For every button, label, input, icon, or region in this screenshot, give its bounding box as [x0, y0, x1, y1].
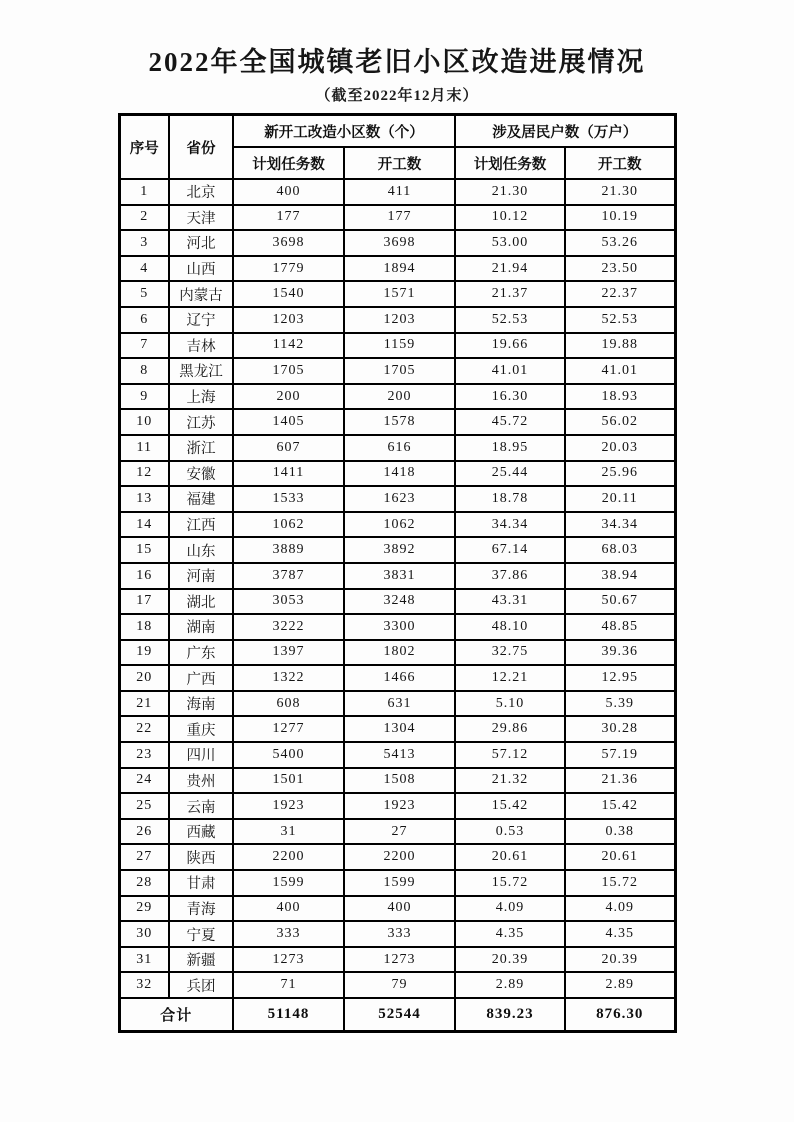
planned-households-cell: 5.10: [455, 691, 565, 717]
started-communities-cell: 1203: [344, 307, 455, 333]
row-index-cell: 3: [119, 230, 169, 256]
planned-communities-cell: 177: [233, 205, 344, 231]
table-row: [119, 768, 675, 794]
total-label: 合计: [119, 998, 233, 1032]
planned-households-cell: 16.30: [455, 384, 565, 410]
planned-communities-cell: 1705: [233, 358, 344, 384]
started-households-cell: 53.26: [565, 230, 675, 256]
started-households-cell: 20.03: [565, 435, 675, 461]
planned-households-cell: 4.35: [455, 921, 565, 947]
province-cell: 湖南: [169, 614, 233, 640]
started-communities-cell: 3892: [344, 537, 455, 563]
province-cell: 青海: [169, 896, 233, 922]
table-row: [119, 972, 675, 998]
row-index-cell: 24: [119, 768, 169, 794]
row-index-cell: 15: [119, 537, 169, 563]
planned-communities-cell: 3889: [233, 537, 344, 563]
province-cell: 江苏: [169, 409, 233, 435]
total-started-communities: 52544: [344, 998, 455, 1032]
started-households-cell: 41.01: [565, 358, 675, 384]
planned-communities-cell: 1397: [233, 640, 344, 666]
table-row: [119, 716, 675, 742]
header-group-households: 涉及居民户数（万户）: [455, 115, 675, 148]
started-communities-cell: 27: [344, 819, 455, 845]
planned-communities-cell: 607: [233, 435, 344, 461]
province-cell: 北京: [169, 179, 233, 205]
started-households-cell: 34.34: [565, 512, 675, 538]
province-cell: 甘肃: [169, 870, 233, 896]
table-row: [119, 640, 675, 666]
planned-communities-cell: 1411: [233, 461, 344, 487]
province-cell: 内蒙古: [169, 281, 233, 307]
started-households-cell: 22.37: [565, 281, 675, 307]
started-communities-cell: 1304: [344, 716, 455, 742]
planned-households-cell: 48.10: [455, 614, 565, 640]
table-row: [119, 691, 675, 717]
row-index-cell: 2: [119, 205, 169, 231]
planned-communities-cell: 2200: [233, 844, 344, 870]
table-row: [119, 461, 675, 487]
planned-communities-cell: 1533: [233, 486, 344, 512]
table-row: [119, 205, 675, 231]
started-communities-cell: 1599: [344, 870, 455, 896]
planned-households-cell: 32.75: [455, 640, 565, 666]
started-communities-cell: 631: [344, 691, 455, 717]
row-index-cell: 16: [119, 563, 169, 589]
planned-households-cell: 0.53: [455, 819, 565, 845]
province-cell: 四川: [169, 742, 233, 768]
page-subtitle: （截至2022年12月末）: [315, 88, 479, 104]
province-cell: 云南: [169, 793, 233, 819]
table-row: [119, 819, 675, 845]
planned-communities-cell: 1405: [233, 409, 344, 435]
started-communities-cell: 1466: [344, 665, 455, 691]
total-planned-households: 839.23: [455, 998, 565, 1032]
started-communities-cell: 1159: [344, 333, 455, 359]
table-row: [119, 384, 675, 410]
started-communities-cell: 177: [344, 205, 455, 231]
table-row: [119, 230, 675, 256]
header-planned-communities: 计划任务数: [233, 147, 344, 179]
planned-households-cell: 67.14: [455, 537, 565, 563]
started-households-cell: 19.88: [565, 333, 675, 359]
started-communities-cell: 1062: [344, 512, 455, 538]
started-communities-cell: 1578: [344, 409, 455, 435]
started-communities-cell: 1894: [344, 256, 455, 282]
row-index-cell: 13: [119, 486, 169, 512]
started-households-cell: 56.02: [565, 409, 675, 435]
row-index-cell: 18: [119, 614, 169, 640]
started-communities-cell: 1418: [344, 461, 455, 487]
planned-communities-cell: 1923: [233, 793, 344, 819]
started-communities-cell: 200: [344, 384, 455, 410]
started-communities-cell: 3831: [344, 563, 455, 589]
planned-communities-cell: 31: [233, 819, 344, 845]
table-row: [119, 870, 675, 896]
started-households-cell: 18.93: [565, 384, 675, 410]
planned-households-cell: 20.39: [455, 947, 565, 973]
started-communities-cell: 79: [344, 972, 455, 998]
started-households-cell: 2.89: [565, 972, 675, 998]
total-started-households: 876.30: [565, 998, 675, 1032]
province-cell: 黑龙江: [169, 358, 233, 384]
province-cell: 江西: [169, 512, 233, 538]
table-row: [119, 512, 675, 538]
started-households-cell: 0.38: [565, 819, 675, 845]
province-cell: 西藏: [169, 819, 233, 845]
started-communities-cell: 1571: [344, 281, 455, 307]
table-row: [119, 947, 675, 973]
started-households-cell: 20.11: [565, 486, 675, 512]
header-started-communities: 开工数: [344, 147, 455, 179]
started-households-cell: 57.19: [565, 742, 675, 768]
province-cell: 湖北: [169, 589, 233, 615]
started-households-cell: 5.39: [565, 691, 675, 717]
started-communities-cell: 333: [344, 921, 455, 947]
started-communities-cell: 2200: [344, 844, 455, 870]
planned-communities-cell: 3053: [233, 589, 344, 615]
started-communities-cell: 3698: [344, 230, 455, 256]
row-index-cell: 32: [119, 972, 169, 998]
started-households-cell: 30.28: [565, 716, 675, 742]
province-cell: 上海: [169, 384, 233, 410]
header-started-households: 开工数: [565, 147, 675, 179]
table-row: [119, 844, 675, 870]
province-cell: 海南: [169, 691, 233, 717]
started-communities-cell: 3300: [344, 614, 455, 640]
table-row: [119, 921, 675, 947]
table-row: [119, 614, 675, 640]
planned-communities-cell: 71: [233, 972, 344, 998]
started-households-cell: 10.19: [565, 205, 675, 231]
started-communities-cell: 1508: [344, 768, 455, 794]
planned-communities-cell: 3698: [233, 230, 344, 256]
header-row-groups: [119, 115, 675, 148]
started-households-cell: 21.30: [565, 179, 675, 205]
planned-communities-cell: 1779: [233, 256, 344, 282]
planned-communities-cell: 400: [233, 896, 344, 922]
table-row: [119, 486, 675, 512]
planned-communities-cell: 3787: [233, 563, 344, 589]
planned-households-cell: 15.42: [455, 793, 565, 819]
row-index-cell: 6: [119, 307, 169, 333]
province-cell: 浙江: [169, 435, 233, 461]
province-cell: 宁夏: [169, 921, 233, 947]
planned-households-cell: 37.86: [455, 563, 565, 589]
renovation-progress-table: [118, 113, 677, 1033]
row-index-cell: 7: [119, 333, 169, 359]
started-communities-cell: 411: [344, 179, 455, 205]
province-cell: 重庆: [169, 716, 233, 742]
table-row: [119, 435, 675, 461]
planned-communities-cell: 608: [233, 691, 344, 717]
row-index-cell: 17: [119, 589, 169, 615]
started-communities-cell: 1923: [344, 793, 455, 819]
table-row: [119, 537, 675, 563]
province-cell: 河南: [169, 563, 233, 589]
planned-households-cell: 18.95: [455, 435, 565, 461]
planned-households-cell: 21.94: [455, 256, 565, 282]
header-province: 省份: [169, 115, 233, 180]
row-index-cell: 21: [119, 691, 169, 717]
header-planned-households: 计划任务数: [455, 147, 565, 179]
started-communities-cell: 616: [344, 435, 455, 461]
province-cell: 山西: [169, 256, 233, 282]
started-households-cell: 38.94: [565, 563, 675, 589]
row-index-cell: 5: [119, 281, 169, 307]
province-cell: 吉林: [169, 333, 233, 359]
planned-households-cell: 53.00: [455, 230, 565, 256]
province-cell: 辽宁: [169, 307, 233, 333]
row-index-cell: 22: [119, 716, 169, 742]
table-header: [119, 115, 675, 180]
row-index-cell: 25: [119, 793, 169, 819]
planned-households-cell: 41.01: [455, 358, 565, 384]
table-row: [119, 563, 675, 589]
started-communities-cell: 400: [344, 896, 455, 922]
province-cell: 兵团: [169, 972, 233, 998]
planned-households-cell: 10.12: [455, 205, 565, 231]
planned-communities-cell: 5400: [233, 742, 344, 768]
total-planned-communities: 51148: [233, 998, 344, 1032]
planned-households-cell: 45.72: [455, 409, 565, 435]
table-row: [119, 589, 675, 615]
started-communities-cell: 1623: [344, 486, 455, 512]
started-households-cell: 20.61: [565, 844, 675, 870]
started-households-cell: 20.39: [565, 947, 675, 973]
row-index-cell: 4: [119, 256, 169, 282]
province-cell: 陕西: [169, 844, 233, 870]
planned-households-cell: 21.32: [455, 768, 565, 794]
planned-communities-cell: 1501: [233, 768, 344, 794]
province-cell: 广西: [169, 665, 233, 691]
row-index-cell: 8: [119, 358, 169, 384]
planned-communities-cell: 1540: [233, 281, 344, 307]
row-index-cell: 20: [119, 665, 169, 691]
table-row: [119, 409, 675, 435]
row-index-cell: 23: [119, 742, 169, 768]
row-index-cell: 10: [119, 409, 169, 435]
table-row: [119, 179, 675, 205]
started-households-cell: 23.50: [565, 256, 675, 282]
table-row: [119, 333, 675, 359]
started-households-cell: 15.42: [565, 793, 675, 819]
started-households-cell: 52.53: [565, 307, 675, 333]
table-body: [119, 179, 675, 998]
row-index-cell: 30: [119, 921, 169, 947]
province-cell: 福建: [169, 486, 233, 512]
started-households-cell: 68.03: [565, 537, 675, 563]
table-row: [119, 742, 675, 768]
row-index-cell: 27: [119, 844, 169, 870]
planned-communities-cell: 1273: [233, 947, 344, 973]
table-row: [119, 256, 675, 282]
province-cell: 广东: [169, 640, 233, 666]
planned-households-cell: 2.89: [455, 972, 565, 998]
table-row: [119, 793, 675, 819]
total-row: [119, 998, 675, 1032]
row-index-cell: 31: [119, 947, 169, 973]
row-index-cell: 9: [119, 384, 169, 410]
province-cell: 新疆: [169, 947, 233, 973]
started-households-cell: 48.85: [565, 614, 675, 640]
planned-communities-cell: 1062: [233, 512, 344, 538]
planned-households-cell: 21.30: [455, 179, 565, 205]
planned-communities-cell: 1203: [233, 307, 344, 333]
planned-communities-cell: 1277: [233, 716, 344, 742]
started-households-cell: 15.72: [565, 870, 675, 896]
row-index-cell: 28: [119, 870, 169, 896]
planned-households-cell: 18.78: [455, 486, 565, 512]
planned-communities-cell: 200: [233, 384, 344, 410]
province-cell: 山东: [169, 537, 233, 563]
planned-communities-cell: 1599: [233, 870, 344, 896]
planned-communities-cell: 333: [233, 921, 344, 947]
planned-households-cell: 19.66: [455, 333, 565, 359]
row-index-cell: 19: [119, 640, 169, 666]
started-communities-cell: 5413: [344, 742, 455, 768]
started-households-cell: 25.96: [565, 461, 675, 487]
started-communities-cell: 1802: [344, 640, 455, 666]
province-cell: 河北: [169, 230, 233, 256]
province-cell: 安徽: [169, 461, 233, 487]
started-households-cell: 12.95: [565, 665, 675, 691]
started-communities-cell: 1705: [344, 358, 455, 384]
planned-communities-cell: 400: [233, 179, 344, 205]
page-title: 2022年全国城镇老旧小区改造进展情况: [148, 47, 646, 77]
row-index-cell: 26: [119, 819, 169, 845]
row-index-cell: 1: [119, 179, 169, 205]
table-row: [119, 307, 675, 333]
table-row: [119, 281, 675, 307]
row-index-cell: 11: [119, 435, 169, 461]
started-households-cell: 39.36: [565, 640, 675, 666]
planned-households-cell: 43.31: [455, 589, 565, 615]
planned-households-cell: 4.09: [455, 896, 565, 922]
planned-households-cell: 34.34: [455, 512, 565, 538]
table-row: [119, 358, 675, 384]
province-cell: 天津: [169, 205, 233, 231]
planned-households-cell: 21.37: [455, 281, 565, 307]
row-index-cell: 14: [119, 512, 169, 538]
started-households-cell: 21.36: [565, 768, 675, 794]
planned-households-cell: 29.86: [455, 716, 565, 742]
planned-communities-cell: 1322: [233, 665, 344, 691]
planned-communities-cell: 3222: [233, 614, 344, 640]
header-group-communities: 新开工改造小区数（个）: [233, 115, 455, 148]
row-index-cell: 12: [119, 461, 169, 487]
started-communities-cell: 1273: [344, 947, 455, 973]
started-households-cell: 4.35: [565, 921, 675, 947]
started-households-cell: 4.09: [565, 896, 675, 922]
planned-households-cell: 25.44: [455, 461, 565, 487]
planned-households-cell: 57.12: [455, 742, 565, 768]
planned-communities-cell: 1142: [233, 333, 344, 359]
planned-households-cell: 12.21: [455, 665, 565, 691]
planned-households-cell: 52.53: [455, 307, 565, 333]
table-row: [119, 896, 675, 922]
planned-households-cell: 20.61: [455, 844, 565, 870]
header-index: 序号: [119, 115, 169, 180]
planned-households-cell: 15.72: [455, 870, 565, 896]
province-cell: 贵州: [169, 768, 233, 794]
table-row: [119, 665, 675, 691]
row-index-cell: 29: [119, 896, 169, 922]
started-communities-cell: 3248: [344, 589, 455, 615]
started-households-cell: 50.67: [565, 589, 675, 615]
table-footer: [119, 998, 675, 1032]
